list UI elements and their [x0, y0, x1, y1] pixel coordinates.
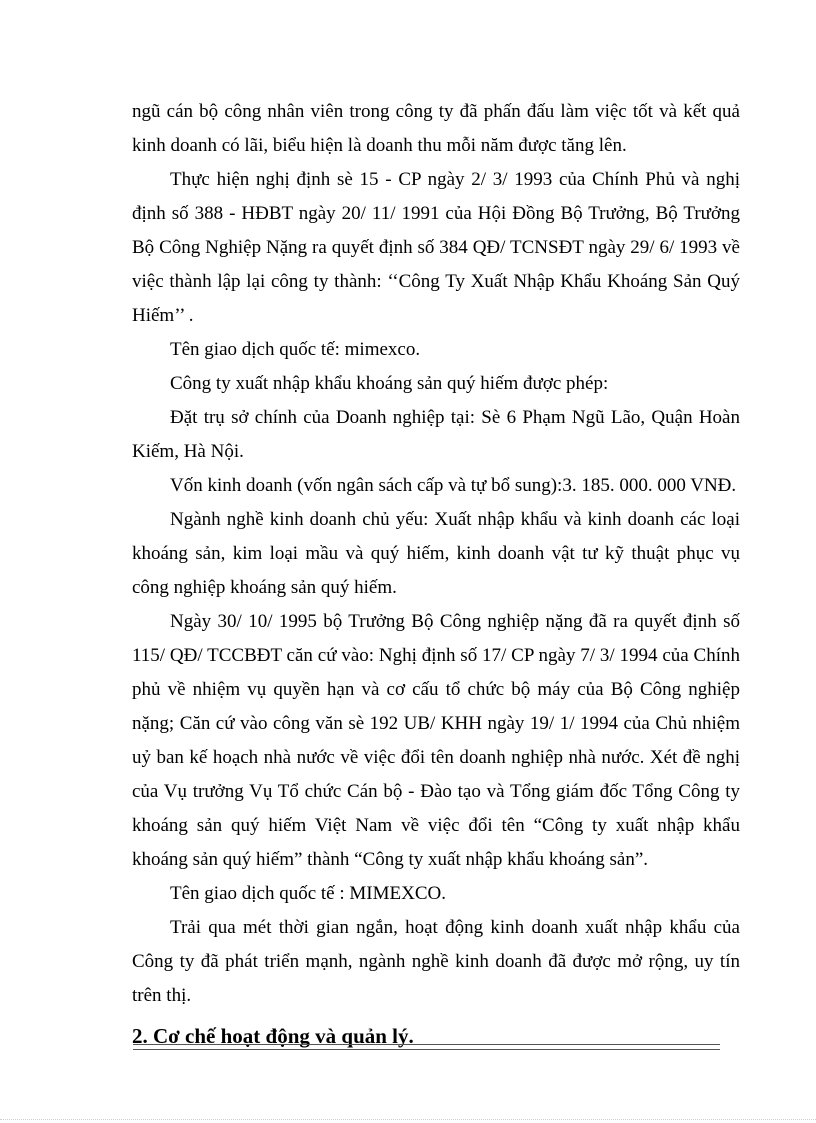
paragraph-headquarters: Đặt trụ sở chính của Doanh nghiệp tại: Sè 6 Phạm Ngũ Lão, Quận Hoàn Kiếm, Hà Nội. [132, 407, 740, 462]
page-bottom-border [0, 1119, 816, 1120]
paragraph-trade-name: Tên giao dịch quốc tế: mimexco. [170, 339, 421, 360]
paragraph-decree-1993: Thực hiện nghị định sè 15 - CP ngày 2/ 3/ 1993 của Chính Phủ và nghị định số 388 - HĐBT ngày 20/ 11/ 1991 của Hội Đồng Bộ Trưởng, Bộ Trưởng Bộ Công Nghiệp Nặng ra quyết định số 384 QĐ/ TCNSĐT ngày 29/ 6/ 1993 về việc thành lập lại công ty thành: ‘‘Công Ty Xuất Nhập Khẩu Khoáng Sản Quý Hiếm’’ . [132, 169, 740, 326]
paragraph-trade-name-upper: Tên giao dịch quốc tế : MIMEXCO. [170, 883, 446, 904]
paragraph-business-lines: Ngành nghề kinh doanh chủ yếu: Xuất nhập khẩu và kinh doanh các loại khoáng sản, kim loại mầu và quý hiếm, kinh doanh vật tư kỹ thuật phục vụ công nghiệp khoáng sản quý hiếm. [132, 509, 740, 598]
paragraph-continuation: ngũ cán bộ công nhân viên trong công ty đã phấn đấu làm việc tốt và kết quả kinh doanh có lãi, biểu hiện là doanh thu mỗi năm được tăng lên. [132, 101, 740, 156]
paragraph-development: Trải qua mét thời gian ngắn, hoạt động kinh doanh xuất nhập khẩu của Công ty đã phát triển mạnh, ngành nghề kinh doanh đã được mở rộng, uy tín trên thị. [132, 917, 740, 1006]
section-heading: 2. Cơ chế hoạt động và quản lý. [132, 1024, 414, 1048]
body-text [132, 95, 740, 1053]
paragraph-decision-1995: Ngày 30/ 10/ 1995 bộ Trưởng Bộ Công nghiệp nặng đã ra quyết định số 115/ QĐ/ TCCBĐT căn cứ vào: Nghị định số 17/ CP ngày 7/ 3/ 1994 của Chính phủ về nhiệm vụ quyền hạn và cơ cấu tổ chức bộ máy của Bộ Công nghiệp nặng; Căn cứ vào công văn sè 192 UB/ KHH ngày 19/ 1/ 1994 của Chủ nhiệm uỷ ban kế hoạch nhà nước về việc đổi tên doanh nghiệp nhà nước. Xét đề nghị của Vụ trưởng Vụ Tổ chức Cán bộ - Đào tạo và Tổng giám đốc Tổng Công ty khoáng sản quý hiếm Việt Nam về việc đổi tên “Công ty xuất nhập khẩu khoáng sản quý hiếm” thành “Công ty xuất nhập khẩu khoáng sản”. [132, 611, 740, 870]
paragraph-permitted: Công ty xuất nhập khẩu khoáng sản quý hiếm được phép: [170, 373, 609, 394]
footer-double-rule [133, 1044, 720, 1050]
paragraph-capital: Vốn kinh doanh (vốn ngân sách cấp và tự bổ sung):3. 185. 000. 000 VNĐ. [170, 475, 737, 496]
